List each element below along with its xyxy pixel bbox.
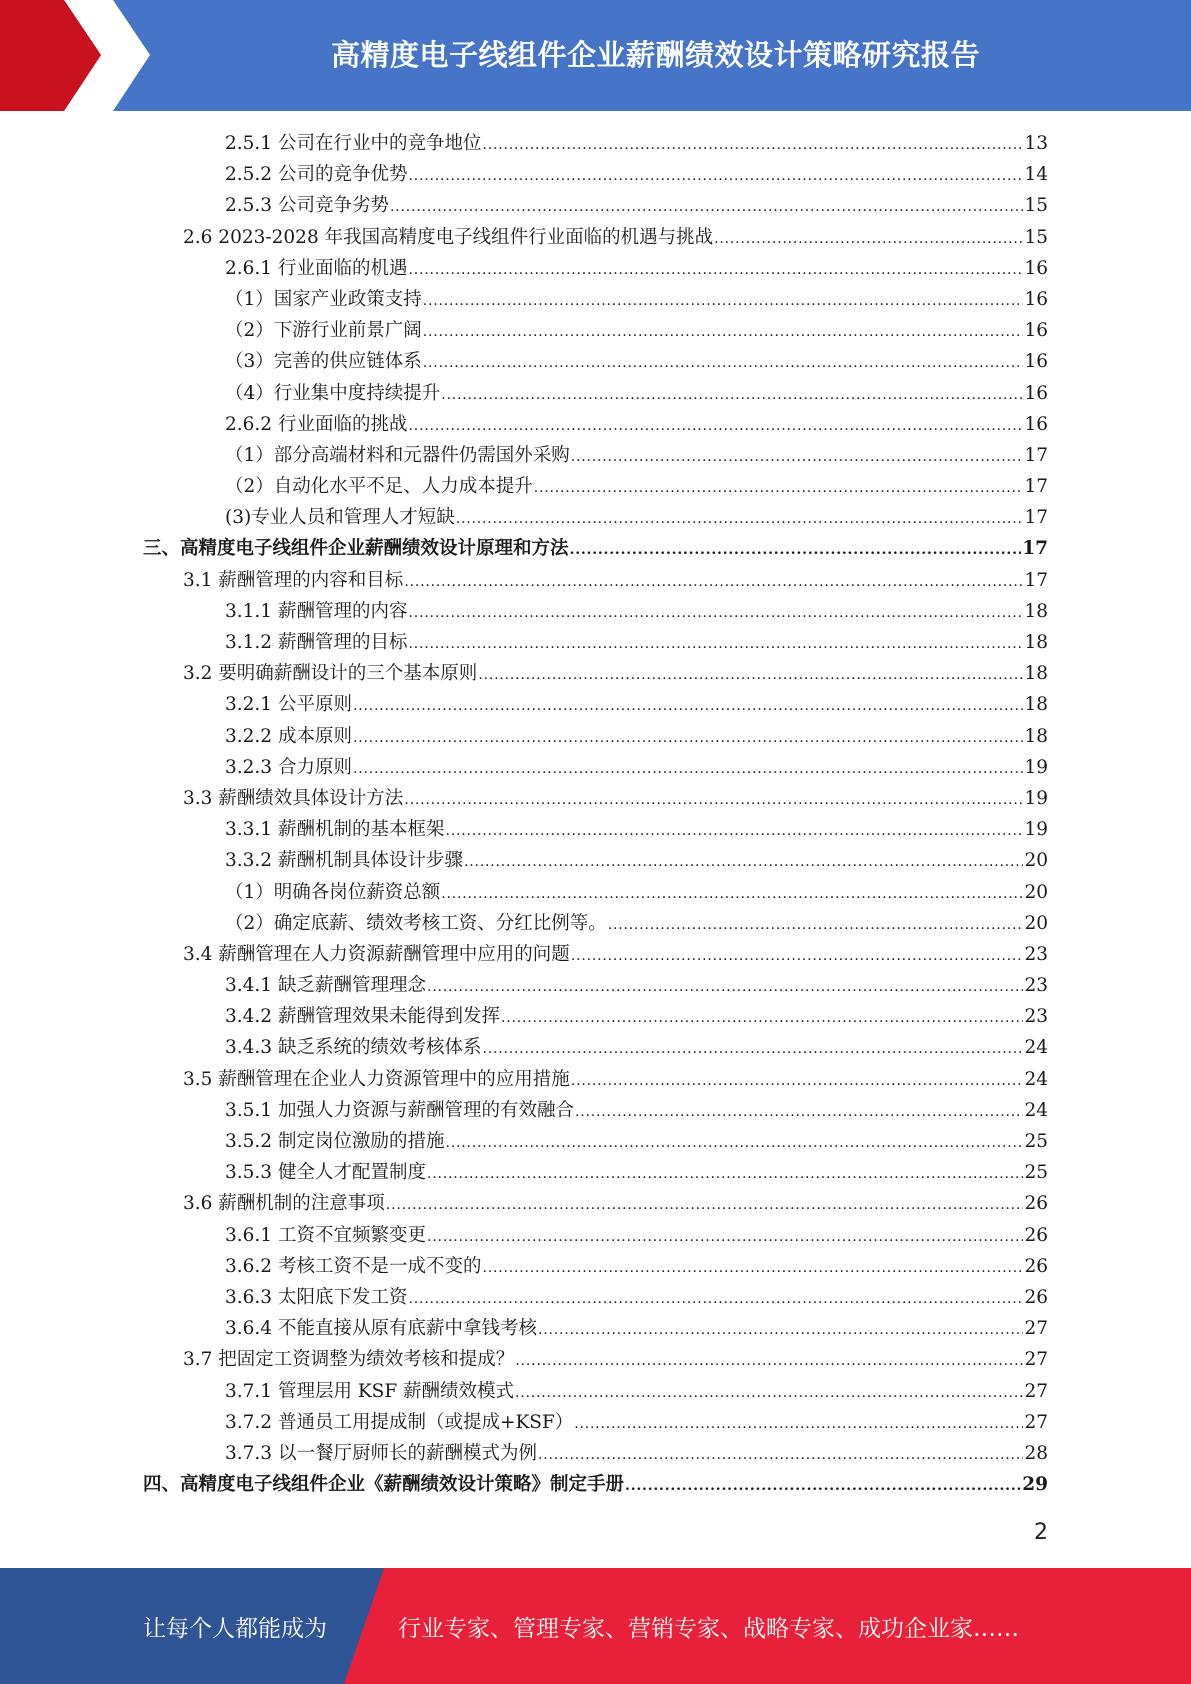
toc-entry-page: 26 [1024,1224,1048,1246]
toc-entry-page: 19 [1024,787,1048,809]
toc-dot-leader [538,1440,1023,1471]
toc-dot-leader [408,629,1023,660]
toc-entry-page: 23 [1024,975,1048,997]
toc-entry-page: 17 [1024,476,1048,498]
footer-slogan-right: 行业专家、管理专家、营销专家、战略专家、成功企业家…… [398,1615,1019,1642]
toc-entry-title: 3.7.3 以一餐厅厨师长的薪酬模式为例 [225,1442,537,1464]
toc-entry-title: （4）行业集中度持续提升 [225,382,441,404]
toc-entry-title: （2）自动化水平不足、人力成本提升 [225,476,533,498]
toc-dot-leader [386,1190,1024,1221]
toc-dot-leader [423,286,1024,317]
toc-dot-leader [408,598,1023,629]
toc-dot-leader [423,317,1024,348]
toc-entry-title: 3.1.1 薪酬管理的内容 [225,600,408,622]
toc-entry-title: 3.3.1 薪酬机制的基本框架 [225,819,445,841]
toc-entry-title: （1）明确各岗位薪资总额 [225,881,441,903]
toc-entry-title: （2）下游行业前景广阔 [225,320,422,342]
toc-entry-page: 16 [1024,351,1048,373]
toc-entry-page: 18 [1024,600,1048,622]
toc-dot-leader [482,1034,1023,1065]
toc-entry[interactable] [0,1469,1191,1500]
toc-entry-title: 3.5 薪酬管理在企业人力资源管理中的应用措施 [183,1068,570,1090]
toc-dot-leader [571,941,1024,972]
toc-entry[interactable] [0,1095,1191,1126]
toc-entry-page: 13 [1024,133,1048,154]
toc-dot-leader [574,1409,1023,1440]
toc-entry-page: 19 [1024,756,1048,778]
toc-entry-title: （3）完善的供应链体系 [225,351,422,373]
toc-entry-page: 15 [1024,226,1048,248]
toc-entry-page: 16 [1024,320,1048,342]
toc-entry-page: 18 [1024,725,1048,747]
toc-entry-page: 20 [1024,881,1048,903]
toc-entry-title: 3.5.3 健全人才配置制度 [225,1162,426,1184]
toc-dot-leader [441,879,1023,910]
toc-dot-leader [571,442,1024,473]
toc-entry[interactable] [0,596,1191,627]
toc-entry[interactable] [0,1438,1191,1469]
toc-entry-page: 16 [1024,257,1048,279]
toc-entry[interactable] [0,533,1191,564]
toc-entry[interactable] [0,970,1191,1001]
toc-entry-title: 3.2 要明确薪酬设计的三个基本原则 [183,663,478,685]
toc-entry-title: 3.7 把固定工资调整为绩效考核和提成？ [183,1349,515,1371]
toc-entry-title: 2.5.2 公司的竞争优势 [225,164,408,186]
toc-entry-page: 20 [1024,850,1048,872]
toc-entry[interactable] [0,1032,1191,1063]
toc-entry[interactable] [0,565,1191,596]
toc-dot-leader [408,161,1023,192]
toc-entry-title: 3.7.1 管理层用 KSF 薪酬绩效模式 [225,1380,515,1402]
toc-dot-leader [478,660,1023,691]
toc-entry-title: 3.6 薪酬机制的注意事项 [183,1193,385,1215]
toc-entry[interactable] [0,346,1191,377]
toc-entry-title: 3.4.2 薪酬管理效果未能得到发挥 [225,1006,500,1028]
toc-entry-page: 15 [1024,195,1048,217]
toc-entry[interactable] [0,939,1191,970]
toc-entry-page: 27 [1024,1349,1048,1371]
toc-dot-leader [390,192,1023,223]
toc-entry[interactable] [0,1126,1191,1157]
toc-entry[interactable] [0,315,1191,346]
toc-entry[interactable] [0,1220,1191,1251]
page-header [0,0,1191,111]
toc-entry[interactable] [0,814,1191,845]
toc-entry[interactable] [0,253,1191,284]
toc-entry[interactable] [0,689,1191,720]
toc-dot-leader [427,1222,1023,1253]
toc-entry-title: 3.6.1 工资不宜频繁变更 [225,1224,426,1246]
toc-entry[interactable] [0,471,1191,502]
toc-entry[interactable] [0,222,1191,253]
toc-dot-leader [404,567,1023,598]
toc-entry-page: 16 [1024,413,1048,435]
toc-dot-leader [575,1097,1023,1128]
toc-entry-page: 23 [1024,943,1048,965]
toc-entry[interactable] [0,190,1191,221]
toc-entry[interactable] [0,752,1191,783]
toc-entry-page: 17 [1024,444,1048,466]
toc-entry-title: 2.5.1 公司在行业中的竞争地位 [225,133,482,154]
toc-entry-page: 17 [1022,538,1048,560]
toc-entry[interactable] [0,908,1191,939]
toc-entry-title: （1）部分高端材料和元器件仍需国外采购 [225,444,570,466]
toc-entry-page: 16 [1024,382,1048,404]
toc-entry-title: 3.7.2 普通员工用提成制（或提成+KSF） [225,1411,574,1433]
toc-entry[interactable] [0,721,1191,752]
toc-entry[interactable] [0,1344,1191,1375]
toc-entry-page: 18 [1024,694,1048,716]
toc-entry-title: 2.6 2023-2028 年我国高精度电子线组件行业面临的机遇与挑战 [183,226,714,248]
toc-entry-title: 3.2.3 合力原则 [225,756,352,778]
toc-entry-page: 18 [1024,632,1048,653]
toc-entry-page: 16 [1024,288,1048,310]
footer-slogan-left: 让每个人都能成为 [143,1615,327,1642]
toc-entry[interactable] [0,1251,1191,1282]
toc-entry-title: 3.2.1 公平原则 [225,694,352,716]
toc-entry-title: 四、高精度电子线组件企业《薪酬绩效设计策略》制定手册 [143,1474,625,1496]
toc-entry[interactable] [0,378,1191,409]
toc-entry[interactable] [0,1001,1191,1032]
toc-entry[interactable] [0,1157,1191,1188]
chevron-logo-icon [0,0,160,111]
toc-entry-title: 3.1.2 薪酬管理的目标 [225,632,408,653]
toc-dot-leader [441,380,1023,411]
toc-dot-leader [571,1066,1024,1097]
toc-entry-title: 2.5.3 公司竞争劣势 [225,195,389,217]
toc-entry-page: 28 [1024,1442,1048,1464]
toc-entry-title: 3.6.3 太阳底下发工资 [225,1286,408,1308]
toc-entry-page: 24 [1024,1068,1048,1090]
toc-entry-page: 27 [1024,1318,1048,1340]
toc-dot-leader [515,1346,1023,1377]
toc-entry-page: 26 [1024,1193,1048,1215]
toc-entry[interactable] [0,1282,1191,1313]
toc-entry[interactable] [0,783,1191,814]
toc-dot-leader [570,535,1022,566]
toc-entry-page: 27 [1024,1380,1048,1402]
toc-entry[interactable] [0,1188,1191,1219]
toc-entry[interactable] [0,845,1191,876]
toc-dot-leader [353,723,1024,754]
toc-entry-title: 2.6.2 行业面临的挑战 [225,413,408,435]
toc-dot-leader [408,411,1023,442]
toc-entry-page: 26 [1024,1286,1048,1308]
toc-dot-leader [625,1471,1021,1502]
toc-dot-leader [482,130,1023,161]
toc-entry[interactable] [0,284,1191,315]
toc-entry-title: 3.5.2 制定岗位激励的措施 [225,1131,445,1152]
toc-dot-leader [608,910,1024,941]
table-of-contents [0,128,1191,1500]
page-number: 2 [1034,1520,1048,1545]
report-title: 高精度电子线组件企业薪酬绩效设计策略研究报告 [330,37,980,72]
toc-entry-page: 25 [1024,1131,1048,1152]
toc-entry-page: 26 [1024,1255,1048,1277]
toc-dot-leader [464,847,1023,878]
toc-entry[interactable] [0,658,1191,689]
toc-dot-leader [482,1253,1023,1284]
toc-dot-leader [353,754,1024,785]
toc-dot-leader [353,691,1024,722]
toc-entry[interactable] [0,1376,1191,1407]
toc-entry-page: 20 [1024,912,1048,934]
toc-dot-leader [534,473,1024,504]
toc-entry-page: 25 [1024,1162,1048,1184]
toc-entry-page: 29 [1022,1474,1048,1496]
toc-dot-leader [456,504,1024,535]
toc-dot-leader [423,348,1024,379]
toc-entry[interactable] [0,1313,1191,1344]
toc-entry[interactable] [0,877,1191,908]
toc-entry-title: （2）确定底薪、绩效考核工资、分红比例等。 [225,912,607,934]
toc-dot-leader [538,1315,1023,1346]
toc-dot-leader [714,224,1023,255]
toc-entry-title: 三、高精度电子线组件企业薪酬绩效设计原理和方法 [143,538,569,560]
toc-entry-page: 23 [1024,1006,1048,1028]
toc-entry-title: 3.3 薪酬绩效具体设计方法 [183,787,404,809]
toc-dot-leader [501,1003,1023,1034]
toc-dot-leader [404,785,1023,816]
toc-dot-leader [445,1128,1023,1159]
toc-entry[interactable] [0,409,1191,440]
toc-entry-page: 24 [1024,1037,1048,1059]
toc-dot-leader [445,816,1023,847]
toc-entry[interactable] [0,159,1191,190]
toc-entry[interactable] [0,1407,1191,1438]
toc-entry-page: 17 [1024,569,1048,591]
toc-dot-leader [427,972,1023,1003]
toc-dot-leader [408,255,1023,286]
toc-entry[interactable] [0,128,1191,159]
toc-entry[interactable] [0,627,1191,658]
toc-entry-title: 3.4.3 缺乏系统的绩效考核体系 [225,1037,482,1059]
toc-entry[interactable] [0,1064,1191,1095]
toc-entry[interactable] [0,502,1191,533]
toc-entry-title: 2.6.1 行业面临的机遇 [225,257,408,279]
toc-entry-title: 3.4.1 缺乏薪酬管理理念 [225,975,426,997]
toc-entry-title: 3.1 薪酬管理的内容和目标 [183,569,404,591]
toc-entry-title: 3.6.2 考核工资不是一成不变的 [225,1255,482,1277]
toc-entry-page: 19 [1024,819,1048,841]
toc-entry-title: 3.6.4 不能直接从原有底薪中拿钱考核 [225,1318,537,1340]
toc-entry-page: 17 [1024,507,1048,529]
toc-entry-title: 3.5.1 加强人力资源与薪酬管理的有效融合 [225,1099,574,1121]
toc-dot-leader [427,1159,1023,1190]
toc-dot-leader [515,1378,1023,1409]
toc-entry-page: 27 [1024,1411,1048,1433]
toc-entry-title: 3.2.2 成本原则 [225,725,352,747]
toc-entry-page: 18 [1024,663,1048,685]
toc-entry-page: 24 [1024,1099,1048,1121]
toc-entry[interactable] [0,440,1191,471]
page-footer [0,1568,1191,1684]
toc-entry-page: 14 [1024,164,1048,186]
toc-entry-title: (3)专业人员和管理人才短缺 [225,507,455,529]
toc-entry-title: （1）国家产业政策支持 [225,288,422,310]
toc-dot-leader [408,1284,1023,1315]
toc-entry-title: 3.4 薪酬管理在人力资源薪酬管理中应用的问题 [183,943,570,965]
toc-entry-title: 3.3.2 薪酬机制具体设计步骤 [225,850,463,872]
